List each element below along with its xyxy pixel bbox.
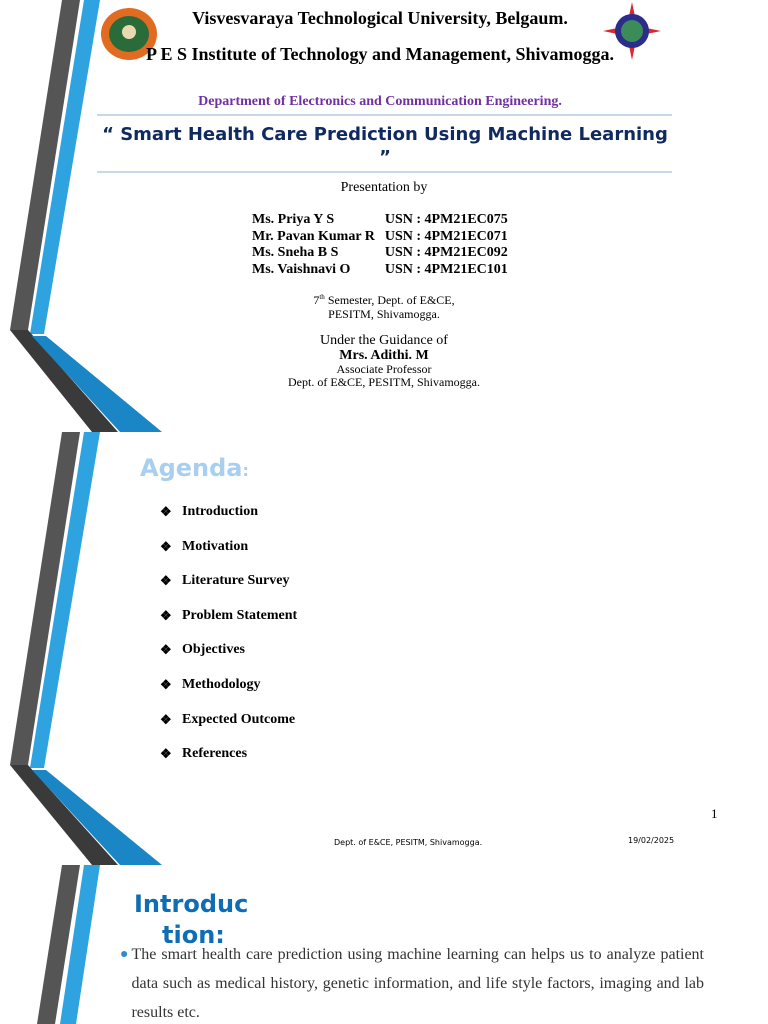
diamond-bullet-icon: ❖ xyxy=(160,746,172,762)
agenda-slide xyxy=(0,432,768,865)
page-number: 1 xyxy=(711,806,718,821)
agenda-heading xyxy=(140,454,249,482)
member-name: Ms. Sneha B S xyxy=(252,245,339,260)
agenda-item-label: Motivation xyxy=(182,538,249,554)
agenda-item-label: Literature Survey xyxy=(182,573,290,589)
guide-name: Mrs. Adithi. M xyxy=(339,348,429,363)
agenda-item-label: References xyxy=(182,746,248,762)
agenda-item xyxy=(160,539,297,574)
agenda-item xyxy=(160,712,297,747)
presentation-title: “ Smart Health Care Prediction Using Machine Learning ” xyxy=(102,124,668,168)
institute-name: P E S Institute of Technology and Management, Shivamogga. xyxy=(145,44,615,64)
diamond-bullet-icon: ❖ xyxy=(160,538,172,554)
agenda-item xyxy=(160,746,297,781)
guide-dept: Dept. of E&CE, PESITM, Shivamogga. xyxy=(288,375,480,389)
bullet-icon: ● xyxy=(120,947,129,962)
agenda-item-label: Methodology xyxy=(182,676,261,692)
heading-line: tion: xyxy=(162,921,225,949)
diamond-bullet-icon: ❖ xyxy=(160,573,172,589)
footer-text: Dept. of E&CE, PESITM, Shivamogga. xyxy=(334,838,483,847)
semester-number: 7 xyxy=(313,293,320,307)
presented-by: Presentation by xyxy=(340,180,428,195)
diamond-bullet-icon: ❖ xyxy=(160,711,172,727)
introduction-slide xyxy=(0,865,768,1024)
guide-title: Associate Professor xyxy=(336,362,432,376)
agenda-item xyxy=(160,677,297,712)
team-row xyxy=(252,229,518,246)
agenda-colon: : xyxy=(242,461,249,480)
heading-line: Introduc xyxy=(134,890,249,918)
member-name: Mr. Pavan Kumar R xyxy=(252,228,375,244)
guidance-label: Under the Guidance of xyxy=(320,333,448,348)
divider xyxy=(97,171,672,173)
agenda-item xyxy=(160,608,297,643)
member-name: Ms. Priya Y S xyxy=(252,212,335,227)
semester-suffix: th xyxy=(319,293,325,301)
team-table xyxy=(252,212,518,278)
intro-bullet xyxy=(120,940,704,1024)
agenda-list xyxy=(160,504,297,781)
member-usn: USN : 4PM21EC071 xyxy=(384,228,508,244)
guidance-block xyxy=(0,333,768,389)
university-name: Visvesvaraya Technological University, Belgaum. xyxy=(192,8,568,28)
footer-date: 19/02/2025 xyxy=(628,836,675,845)
agenda-item-label: Problem Statement xyxy=(182,607,298,623)
college: PESITM, Shivamogga. xyxy=(328,307,440,321)
divider xyxy=(97,114,672,116)
slide-decoration xyxy=(0,432,170,865)
diamond-bullet-icon: ❖ xyxy=(160,607,172,623)
team-row xyxy=(252,262,518,279)
team-row xyxy=(252,245,518,262)
diamond-bullet-icon: ❖ xyxy=(160,642,172,658)
agenda-item-label: Objectives xyxy=(182,642,245,658)
agenda-item-label: Expected Outcome xyxy=(182,711,296,727)
title-slide xyxy=(0,0,768,432)
semester-text: Semester, Dept. of E&CE, xyxy=(324,293,455,307)
diamond-bullet-icon: ❖ xyxy=(160,676,172,692)
diamond-bullet-icon: ❖ xyxy=(160,504,172,519)
intro-text: The smart health care prediction using machine learning can helps us to analyze patient data such as medical history, genetic information, and life style factors, imaging and lab results etc. xyxy=(131,946,704,1021)
agenda-item xyxy=(160,642,297,677)
agenda-item xyxy=(160,504,297,539)
agenda-item xyxy=(160,573,297,608)
department-name: Department of Electronics and Communication Engineering. xyxy=(198,94,562,109)
semester-info xyxy=(0,290,768,321)
team-row xyxy=(252,212,518,229)
agenda-item-label: Introduction xyxy=(182,504,258,519)
member-usn: USN : 4PM21EC092 xyxy=(384,245,508,260)
member-usn: USN : 4PM21EC075 xyxy=(384,212,508,227)
agenda-title: Agenda xyxy=(140,454,243,482)
member-name: Ms. Vaishnavi O xyxy=(252,261,351,277)
member-usn: USN : 4PM21EC101 xyxy=(384,261,508,277)
